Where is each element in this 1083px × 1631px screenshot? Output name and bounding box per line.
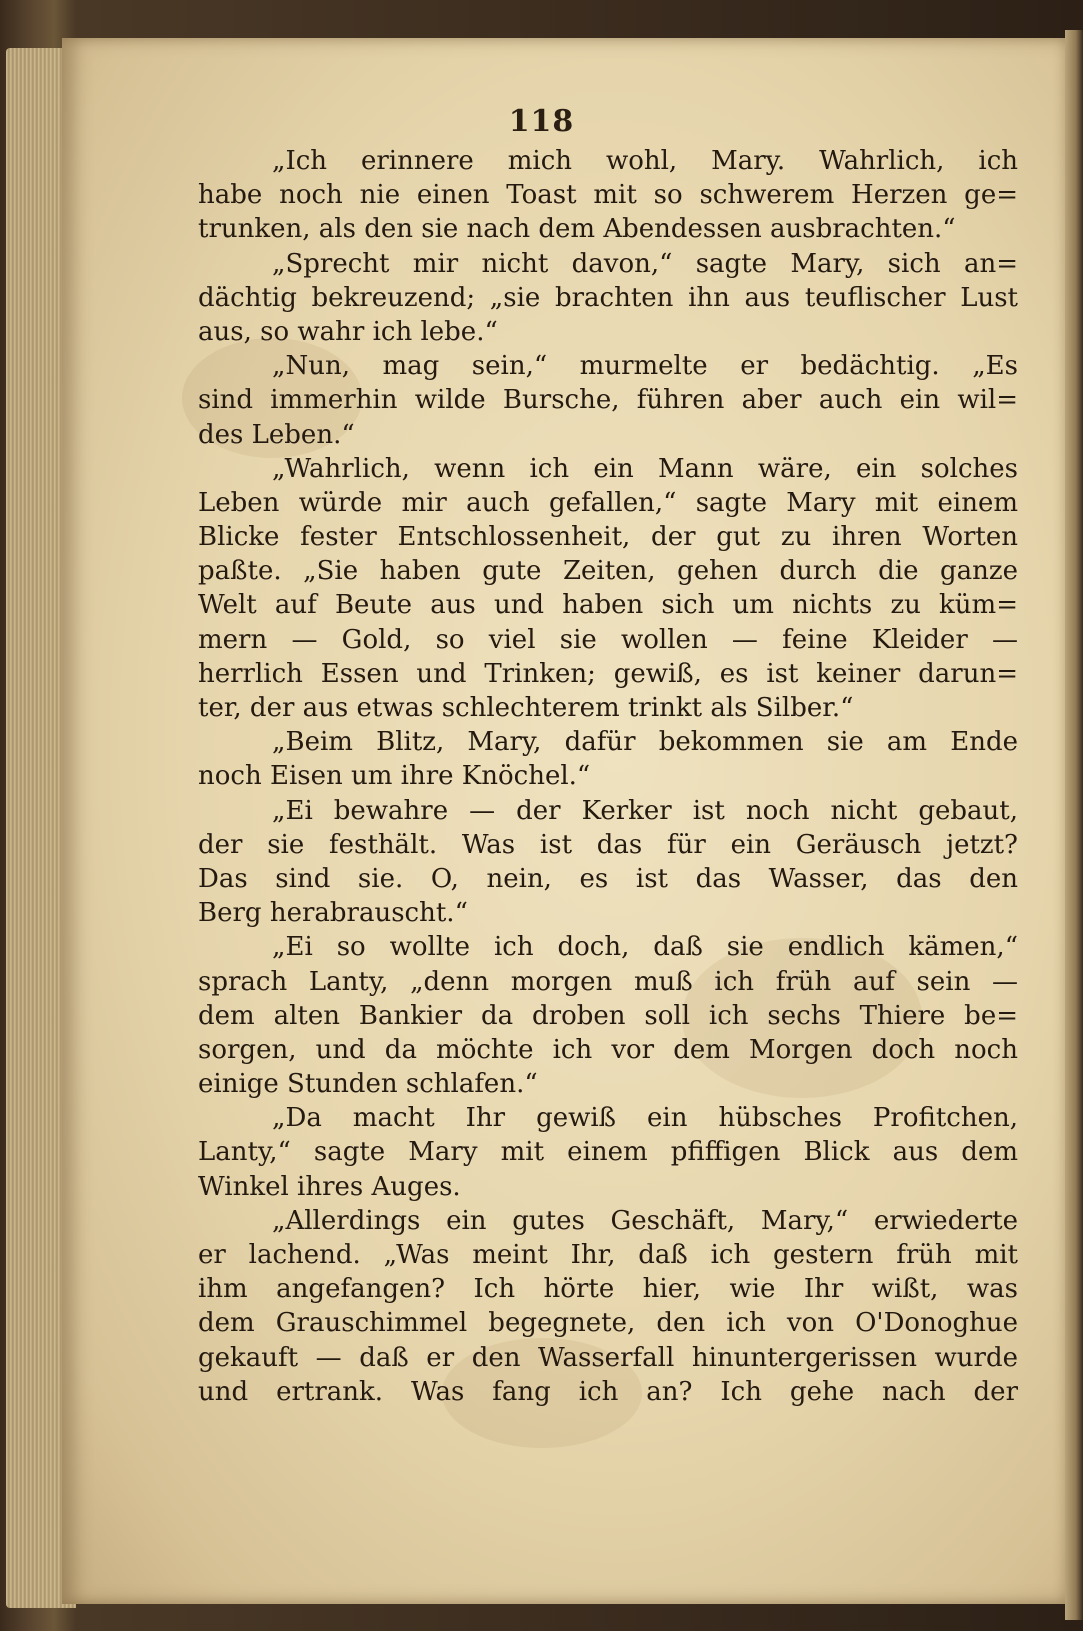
text-line: Leben würde mir auch gefallen,“ sagte Mary mit einem <box>198 487 1018 518</box>
text-line: trunken, als den sie nach dem Abendessen ausbrachten.“ <box>198 214 956 245</box>
text-line: „Beim Blitz, Mary, dafür bekommen sie am Ende <box>272 727 1018 758</box>
text-line: er lachend. „Was meint Ihr, daß ich gestern früh mit <box>198 1240 1018 1270</box>
text-line: Winkel ihres Auges. <box>198 1171 461 1202</box>
text-line: „Nun, mag sein,“ murmelte er bedächtig. „Es <box>272 351 1018 382</box>
page-text <box>198 144 1018 1409</box>
text-line: Blicke fester Entschlossenheit, der gut zu ihren Worten <box>198 522 1018 553</box>
text-line: „Ei so wollte ich doch, daß sie endlich kämen,“ <box>272 932 1018 963</box>
text-line: paßte. „Sie haben gute Zeiten, gehen durch die ganze <box>198 556 1018 587</box>
text-line: Berg herabrauscht.“ <box>198 898 468 929</box>
text-line: dem Grauschimmel begegnete, den ich von O'Donoghue <box>198 1308 1018 1339</box>
text-line: dächtig bekreuzend; „sie brachten ihn aus teuflischer Lust <box>198 282 1018 313</box>
text-line: mern — Gold, so viel sie wollen — feine Kleider — <box>198 624 1018 655</box>
text-line: herrlich Essen und Trinken; gewiß, es ist keiner darun= <box>198 658 1018 689</box>
text-line: gekauft — daß er den Wasserfall hinuntergerissen wurde <box>198 1342 1018 1373</box>
text-line: „Sprecht mir nicht davon,“ sagte Mary, sich an= <box>272 248 1018 279</box>
text-line: ter, der aus etwas schlechterem trinkt als Silber.“ <box>198 693 854 723</box>
page-number: 118 <box>508 104 575 139</box>
text-line: „Ei bewahre — der Kerker ist noch nicht gebaut, <box>272 795 1018 826</box>
text-line: „Wahrlich, wenn ich ein Mann wäre, ein solches <box>272 453 1018 484</box>
text-line: „Da macht Ihr gewiß ein hübsches Profitchen, <box>272 1103 1018 1134</box>
text-line: Lanty,“ sagte Mary mit einem pfiffigen Blick aus dem <box>198 1137 1018 1168</box>
text-line: des Leben.“ <box>198 419 355 450</box>
text-line: habe noch nie einen Toast mit so schwerem Herzen ge= <box>198 180 1018 211</box>
text-line: ihm angefangen? Ich hörte hier, wie Ihr wißt, was <box>198 1274 1018 1305</box>
right-page-edge <box>1065 30 1083 1620</box>
text-line: sind immerhin wilde Bursche, führen aber auch ein wil= <box>198 385 1018 416</box>
text-line: „Allerdings ein gutes Geschäft, Mary,“ erwiederte <box>272 1205 1018 1236</box>
text-line: und ertrank. Was fang ich an? Ich gehe nach der <box>198 1376 1018 1407</box>
text-line: der sie festhält. Was ist das für ein Geräusch jetzt? <box>198 829 1018 860</box>
text-line: einige Stunden schlafen.“ <box>198 1069 538 1100</box>
text-line: „Ich erinnere mich wohl, Mary. Wahrlich, ich <box>272 146 1018 176</box>
text-line: noch Eisen um ihre Knöchel.“ <box>198 761 591 792</box>
text-line: sorgen, und da möchte ich vor dem Morgen doch noch <box>198 1034 1018 1065</box>
text-line: aus, so wahr ich lebe.“ <box>198 316 498 347</box>
text-line: dem alten Bankier da droben soll ich sechs Thiere be= <box>198 1000 1018 1031</box>
text-line: sprach Lanty, „denn morgen muß ich früh auf sein — <box>198 966 1018 997</box>
text-line: Das sind sie. O, nein, es ist das Wasser, das den <box>198 863 1018 894</box>
text-line: Welt auf Beute aus und haben sich um nichts zu küm= <box>198 590 1018 621</box>
